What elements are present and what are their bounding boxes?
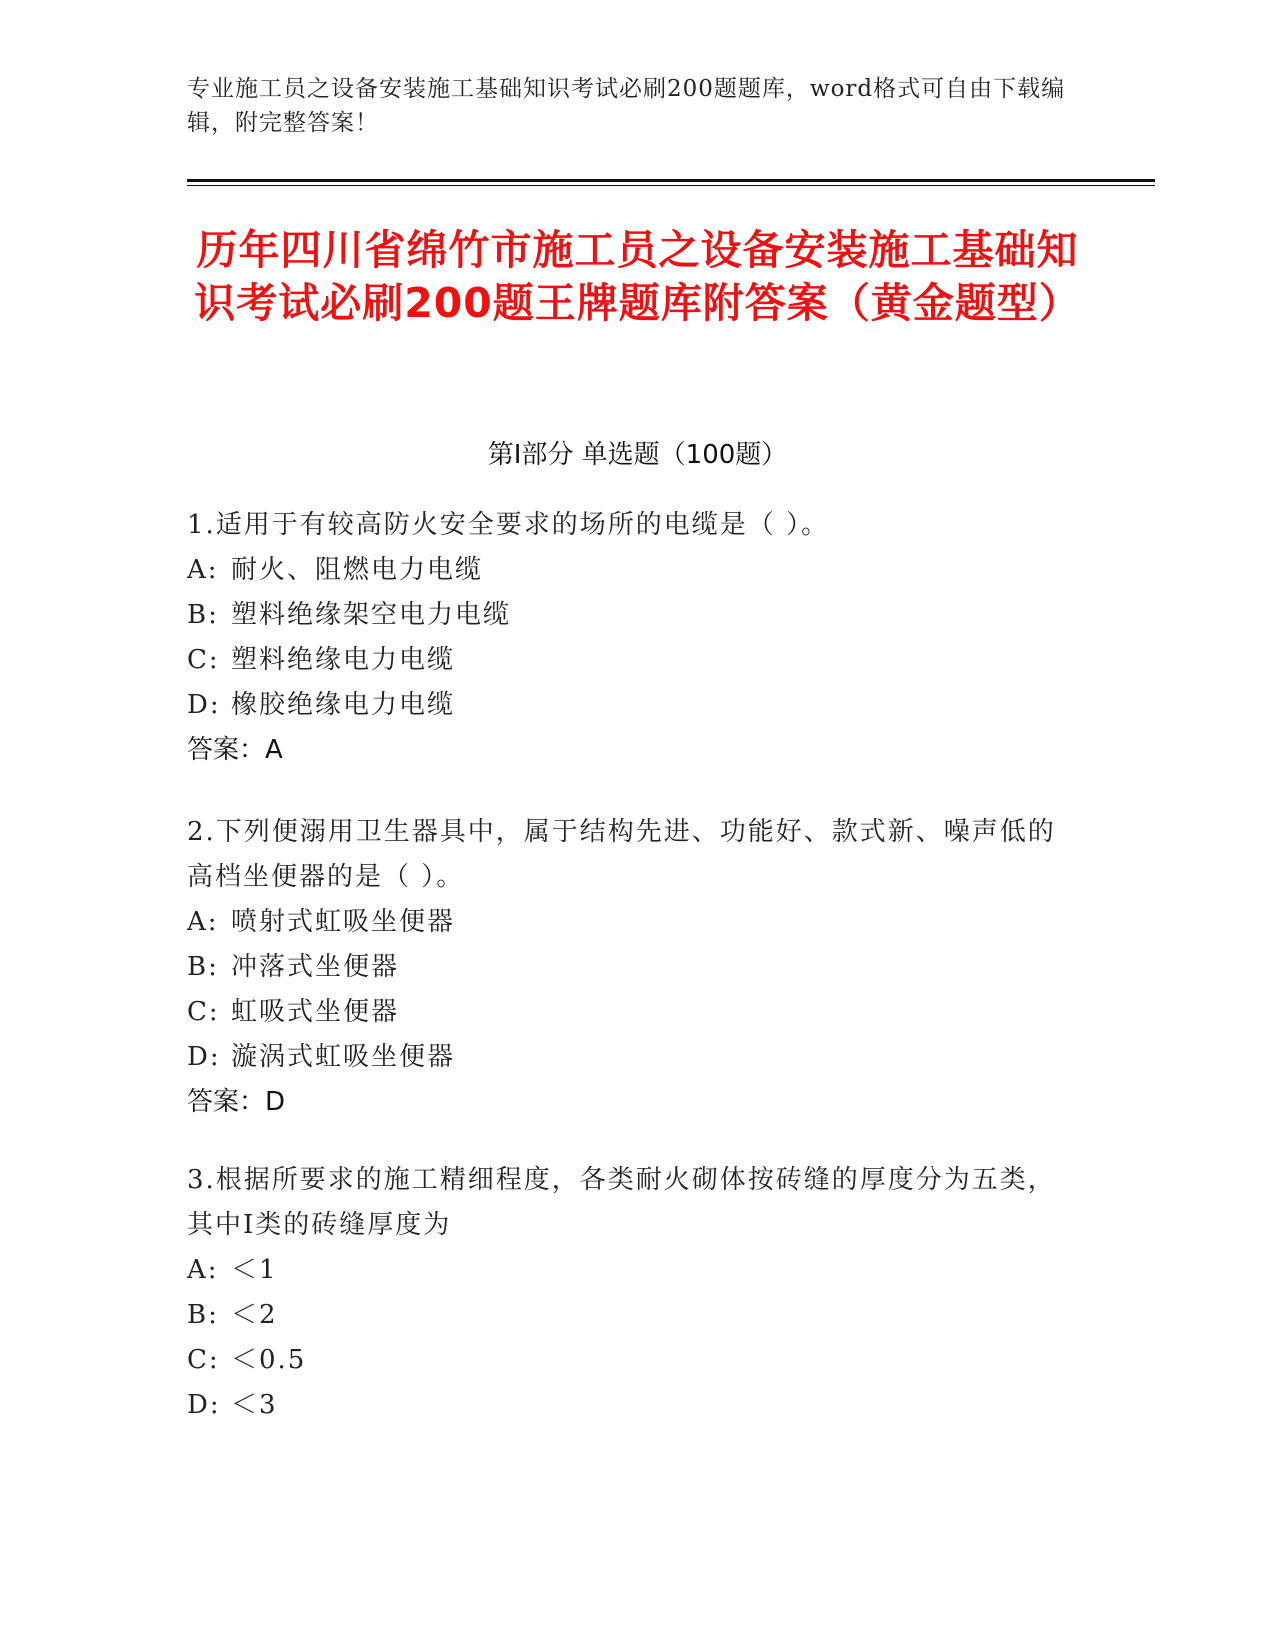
option-a bbox=[187, 900, 1067, 945]
option-text: 塑料绝缘架空电力电缆 bbox=[231, 600, 512, 630]
option-key: B: bbox=[187, 952, 219, 982]
option-c bbox=[187, 990, 1067, 1035]
question-stem: 2.下列便溺用卫生器具中，属于结构先进、功能好、款式新、噪声低的高档坐便器的是（ ）。 bbox=[187, 817, 1056, 892]
document-title: 历年四川省绵竹市施工员之设备安装施工基础知识考试必刷200题王牌题库附答案（黄金题型） bbox=[194, 226, 1081, 327]
header-note: 专业施工员之设备安装施工基础知识考试必刷200题题库，word格式可自由下载编辑，附完整答案！ bbox=[187, 76, 1066, 136]
question-2 bbox=[187, 810, 1067, 1125]
option-d bbox=[187, 1383, 1067, 1428]
option-text: 橡胶绝缘电力电缆 bbox=[231, 690, 456, 720]
option-d bbox=[187, 683, 1067, 728]
option-text: ＜0.5 bbox=[231, 1345, 307, 1375]
question-stem: 1.适用于有较高防火安全要求的场所的电缆是（ ）。 bbox=[187, 510, 830, 540]
option-key: A: bbox=[187, 907, 219, 937]
answer: 答案：A bbox=[187, 735, 283, 765]
question-3 bbox=[187, 1158, 1067, 1428]
header-rule-thin bbox=[187, 185, 1155, 186]
answer: 答案：D bbox=[187, 1087, 286, 1117]
question-stem: 3.根据所要求的施工精细程度，各类耐火砌体按砖缝的厚度分为五类，其中Ⅰ类的砖缝厚度为 bbox=[187, 1165, 1056, 1240]
option-b bbox=[187, 593, 1067, 638]
option-key: A: bbox=[187, 555, 219, 585]
header-rule-thick bbox=[187, 179, 1155, 182]
option-text: ＜3 bbox=[231, 1390, 278, 1420]
option-key: C: bbox=[187, 1345, 220, 1375]
option-key: B: bbox=[187, 600, 219, 630]
option-b bbox=[187, 1293, 1067, 1338]
option-c bbox=[187, 638, 1067, 683]
option-b bbox=[187, 945, 1067, 990]
option-a bbox=[187, 548, 1067, 593]
option-d bbox=[187, 1035, 1067, 1080]
option-key: B: bbox=[187, 1300, 219, 1330]
option-text: 漩涡式虹吸坐便器 bbox=[231, 1042, 456, 1072]
option-key: C: bbox=[187, 997, 220, 1027]
section-heading: 第Ⅰ部分 单选题（100题） bbox=[487, 440, 788, 470]
option-text: 塑料绝缘电力电缆 bbox=[231, 645, 456, 675]
option-a bbox=[187, 1248, 1067, 1293]
option-key: C: bbox=[187, 645, 220, 675]
option-c bbox=[187, 1338, 1067, 1383]
option-text: 喷射式虹吸坐便器 bbox=[231, 907, 456, 937]
option-text: 冲落式坐便器 bbox=[231, 952, 400, 982]
option-text: ＜2 bbox=[231, 1300, 278, 1330]
option-text: ＜1 bbox=[231, 1255, 278, 1285]
option-key: D: bbox=[187, 1042, 221, 1072]
option-key: D: bbox=[187, 1390, 221, 1420]
question-1 bbox=[187, 503, 1067, 773]
option-key: D: bbox=[187, 690, 221, 720]
option-text: 虹吸式坐便器 bbox=[231, 997, 400, 1027]
option-key: A: bbox=[187, 1255, 219, 1285]
option-text: 耐火、阻燃电力电缆 bbox=[231, 555, 484, 585]
